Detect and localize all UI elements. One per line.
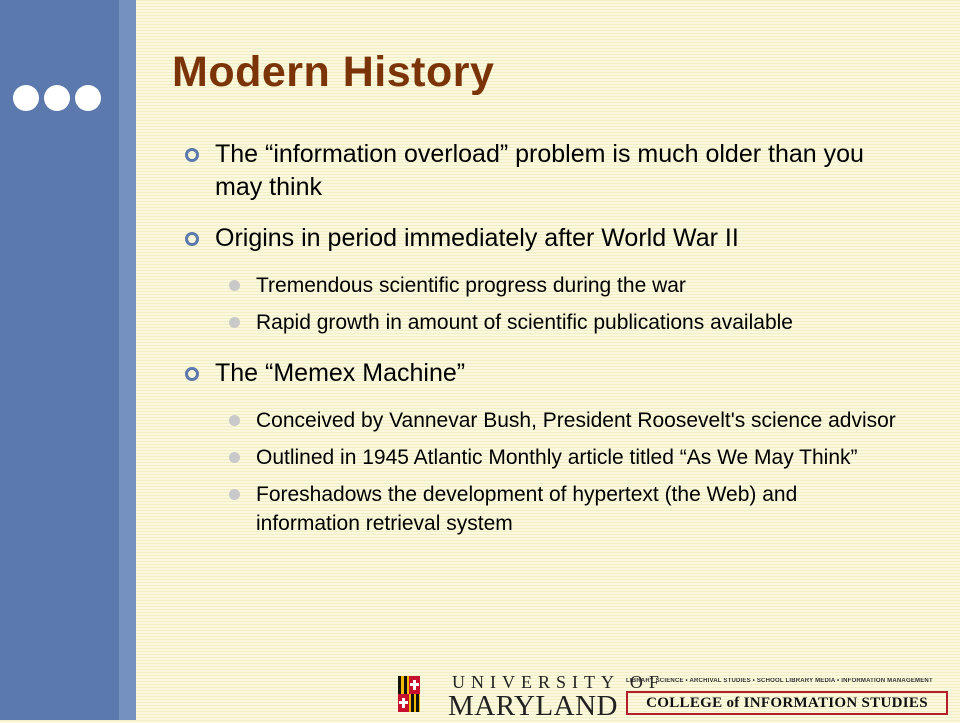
dot-bullet-icon (229, 489, 240, 500)
bullet-item (185, 222, 905, 255)
ring-bullet-icon (185, 232, 199, 246)
dot-icon (13, 85, 39, 111)
sub-bullet-text: Foreshadows the development of hypertext (the Web) and information retrieval system (256, 483, 798, 535)
bullet-item (185, 138, 905, 204)
bullet-text: Origins in period immediately after World War II (215, 224, 739, 252)
bullet-text: The “Memex Machine” (215, 359, 466, 387)
bullet-item (185, 357, 905, 390)
dot-bullet-icon (229, 452, 240, 463)
slide-content (185, 138, 905, 538)
dot-bullet-icon (229, 317, 240, 328)
dot-bullet-icon (229, 280, 240, 291)
maryland-flag-icon (398, 676, 420, 712)
sidebar (0, 0, 119, 720)
dot-bullet-icon (229, 415, 240, 426)
sub-bullet-item (185, 308, 905, 337)
college-name: COLLEGE of INFORMATION STUDIES (626, 691, 948, 715)
bullet-text: The “information overload” problem is much older than you may think (215, 140, 864, 201)
sub-bullet-item (185, 443, 905, 472)
departments-line: LIBRARY SCIENCE • ARCHIVAL STUDIES • SCHOOL LIBRARY MEDIA • INFORMATION MANAGEMENT (626, 678, 933, 684)
sub-bullet-item (185, 271, 905, 300)
sub-bullet-item (185, 406, 905, 435)
slide-title: Modern History (172, 48, 495, 96)
sub-bullet-text: Conceived by Vannevar Bush, President Roosevelt's science advisor (256, 409, 896, 432)
university-line: UNIVERSITY OF (452, 672, 665, 692)
university-footer-logo (398, 672, 950, 722)
dot-icon (75, 85, 101, 111)
sub-bullet-text: Outlined in 1945 Atlantic Monthly article titled “As We May Think” (256, 446, 858, 469)
university-name: MARYLAND (448, 690, 618, 722)
ring-bullet-icon (185, 148, 199, 162)
decorative-dots (13, 85, 101, 111)
ring-bullet-icon (185, 367, 199, 381)
sub-bullet-text: Tremendous scientific progress during the war (256, 274, 686, 297)
sub-bullet-text: Rapid growth in amount of scientific publications available (256, 311, 793, 334)
sidebar-edge (119, 0, 136, 720)
dot-icon (44, 85, 70, 111)
sub-bullet-item (185, 480, 905, 538)
